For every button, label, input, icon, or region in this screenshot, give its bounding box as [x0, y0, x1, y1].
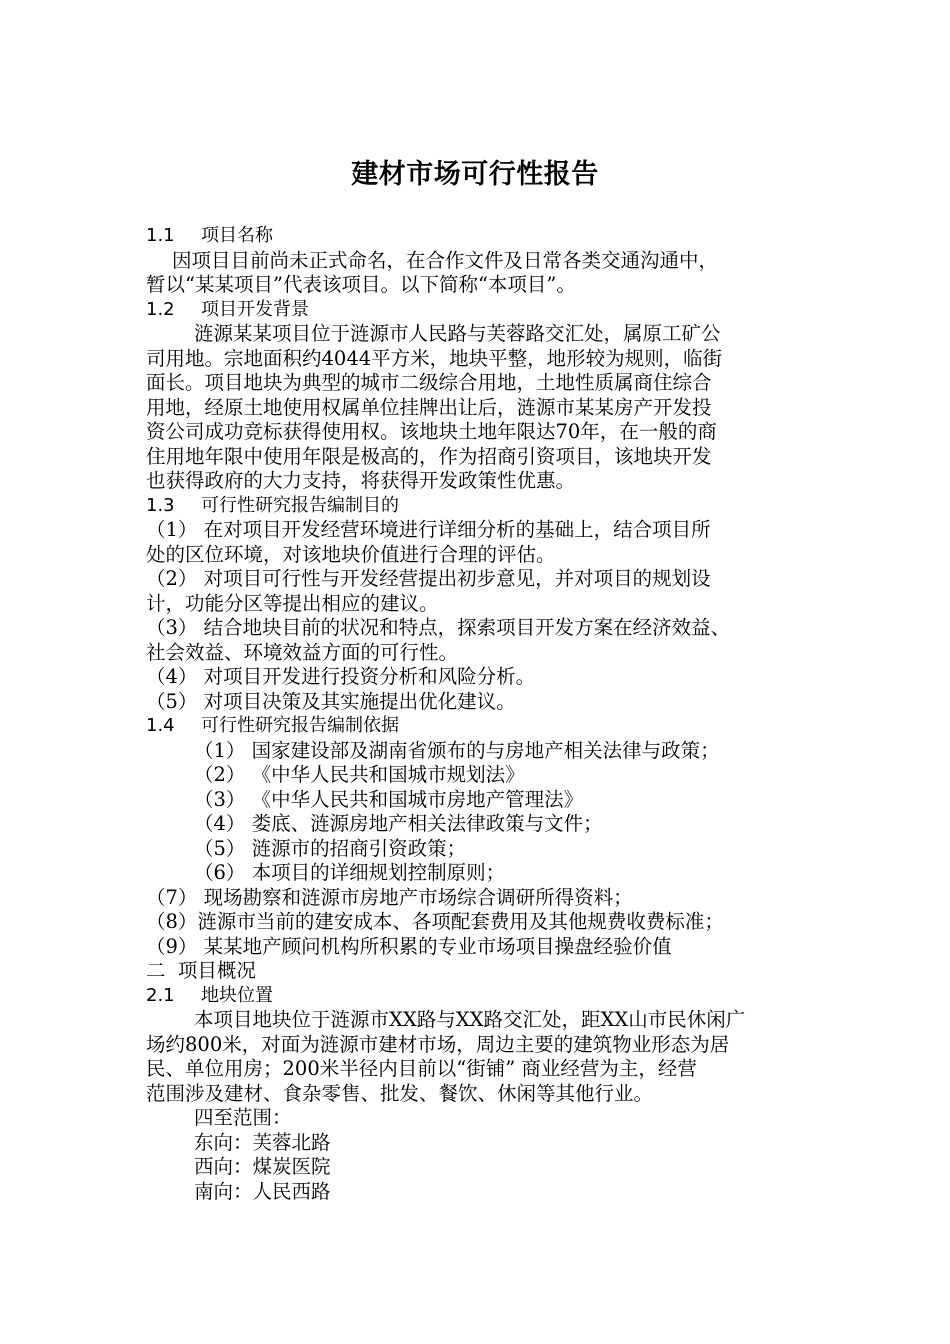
section-title: 项目开发背景 — [201, 298, 309, 320]
list-item-line: （5） 对项目决策及其实施提出优化建议。 — [146, 689, 516, 713]
boundary-line: 四至范围： — [194, 1106, 292, 1129]
list-item: （1） 国家建设部及湖南省颁布的与房地产相关法律与政策； — [194, 738, 720, 762]
section-number: 1.4 — [146, 715, 175, 736]
list-item: （3） 《中华人民共和国城市房地产管理法》 — [194, 787, 584, 811]
paragraph-line: 本项目地块位于涟源市XX路与XX路交汇处，距XX山市民休闲广 — [194, 1008, 746, 1031]
section-heading-1-4 — [146, 714, 806, 739]
section-heading-1-1 — [146, 224, 806, 249]
chapter-number: 二 — [146, 959, 166, 982]
paragraph-line: 用地，经原土地使用权属单位挂牌出让后，涟源市某某房产开发投 — [146, 395, 712, 419]
list-item: （7） 现场勘察和涟源市房地产市场综合调研所得资料； — [146, 885, 633, 909]
list-item-line: 社会效益、环境效益方面的可行性。 — [146, 640, 459, 664]
section-title: 地块位置 — [201, 984, 273, 1006]
section-title: 可行性研究报告编制依据 — [201, 715, 399, 736]
paragraph-line: 面长。项目地块为典型的城市二级综合用地，土地性质属商住综合 — [146, 371, 712, 394]
list-item-line: （2） 对项目可行性与开发经营提出初步意见，并对项目的规划设 — [146, 567, 711, 590]
list-item: （8）涟源市当前的建安成本、各项配套费用及其他规费收费标准； — [146, 910, 724, 933]
document-body — [146, 224, 806, 1204]
paragraph-line: 暂以“某某项目”代表该项目。以下简称“本项目”。 — [146, 273, 576, 296]
paragraph-line: 民、单位用房；200米半径内目前以“街铺” 商业经营为主，经营 — [146, 1057, 697, 1080]
list-item-line: 处的区位环境，对该地块价值进行合理的评估。 — [146, 542, 556, 566]
list-item-line: （4） 对项目开发进行投资分析和风险分析。 — [146, 665, 536, 688]
chapter-title: 项目概况 — [177, 959, 256, 982]
boundary-line: 南向：人民西路 — [194, 1179, 331, 1203]
list-item-line: （1） 在对项目开发经营环境进行详细分析的基础上，结合项目所 — [146, 518, 711, 541]
list-item: （5） 涟源市的招商引资政策； — [194, 836, 467, 860]
list-item: （6） 本项目的详细规划控制原则； — [194, 861, 506, 884]
paragraph-line: 场约800米，对面为涟源市建材市场，周边主要的建筑物业形态为居 — [146, 1032, 730, 1056]
paragraph-line: 也获得政府的大力支持，将获得开发政策性优惠。 — [146, 469, 576, 492]
paragraph-line: 司用地。宗地面积约4044平方米，地块平整，地形较为规则，临街 — [146, 346, 723, 370]
chapter-heading-2 — [146, 959, 806, 984]
section-title: 可行性研究报告编制目的 — [201, 494, 399, 516]
section-heading-1-2 — [146, 298, 806, 323]
section-number: 1.3 — [146, 494, 175, 516]
boundary-line: 西向：煤炭医院 — [194, 1155, 331, 1178]
boundary-line: 东向：芙蓉北路 — [194, 1130, 331, 1154]
paragraph-line: 住用地年限中使用年限是极高的，作为招商引资项目，该地块开发 — [146, 444, 712, 468]
document-title: 建材市场可行性报告 — [351, 159, 599, 190]
paragraph-line: 因项目目前尚未正式命名，在合作文件及日常各类交通沟通中， — [172, 248, 719, 272]
section-number: 1.1 — [146, 225, 175, 246]
paragraph-line: 资公司成功竞标获得使用权。该地块土地年限达70年，在一般的商 — [146, 420, 717, 443]
section-number: 1.2 — [146, 298, 175, 320]
section-number: 2.1 — [146, 984, 175, 1006]
paragraph-line: 涟源某某项目位于涟源市人民路与芙蓉路交汇处，属原工矿公 — [194, 322, 721, 345]
section-heading-1-3 — [146, 494, 806, 519]
list-item-line: （3） 结合地块目前的状况和特点，探索项目开发方案在经济效益、 — [146, 616, 731, 639]
section-title: 项目名称 — [201, 225, 273, 246]
list-item-line: 计，功能分区等提出相应的建议。 — [146, 591, 439, 615]
list-item: （9） 某某地产顾问机构所积累的专业市场项目操盘经验价值 — [146, 934, 672, 958]
paragraph-line: 范围涉及建材、食杂零售、批发、餐饮、休闲等其他行业。 — [146, 1081, 654, 1105]
list-item: （2） 《中华人民共和国城市规划法》 — [194, 763, 525, 786]
section-heading-2-1 — [146, 984, 806, 1009]
list-item: （4） 娄底、涟源房地产相关法律政策与文件； — [194, 812, 603, 835]
